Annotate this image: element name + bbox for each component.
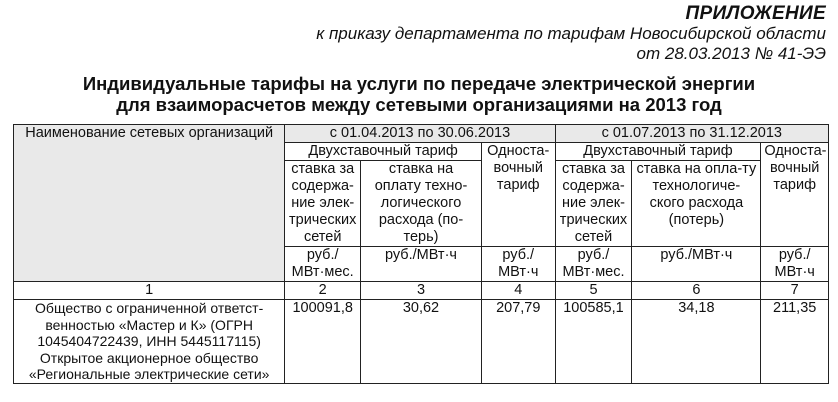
column-number: 1 bbox=[14, 282, 285, 300]
period-header-q2: с 01.04.2013 по 30.06.2013 bbox=[285, 125, 555, 143]
col-header-organizations: Наименование сетевых организаций bbox=[14, 125, 285, 282]
value-cell: 211,35 bbox=[761, 300, 829, 384]
value-cell: 30,62 bbox=[361, 300, 482, 384]
rate-maintenance-header: ставка за содержа-ние элек-трических сетей bbox=[555, 161, 632, 247]
header-row-periods bbox=[14, 125, 829, 143]
unit-cell: руб./МВт·ч bbox=[481, 247, 555, 282]
organization-name-part2: Открытое акционерное общество «Региональные электрические сети» bbox=[28, 349, 270, 382]
column-number: 5 bbox=[555, 282, 632, 300]
order-reference: к приказу департамента по тарифам Новосибирской области bbox=[316, 24, 826, 43]
appendix-label: ПРИЛОЖЕНИЕ bbox=[685, 3, 826, 24]
unit-cell: руб./МВт·ч bbox=[361, 247, 482, 282]
column-number: 2 bbox=[285, 282, 361, 300]
document-title-line2: для взаиморасчетов между сетевыми организациями на 2013 год bbox=[116, 94, 722, 115]
rate-losses-header: ставка на оплату техно-логического расхода (по-терь) bbox=[361, 161, 482, 247]
unit-cell: руб./МВт·ч bbox=[761, 247, 829, 282]
column-number-row bbox=[14, 282, 829, 300]
one-part-tariff-header: Односта-вочный тариф bbox=[761, 143, 829, 247]
order-date-number: от 28.03.2013 № 41-ЭЭ bbox=[636, 44, 826, 63]
column-number: 4 bbox=[481, 282, 555, 300]
column-number: 3 bbox=[361, 282, 482, 300]
two-part-tariff-header: Двухставочный тариф bbox=[555, 143, 761, 161]
value-cell: 34,18 bbox=[632, 300, 761, 384]
document-title-line1: Индивидуальные тарифы на услуги по передаче электрической энергии bbox=[82, 73, 756, 94]
rate-losses-header: ставка на опла-ту технологиче-ского расхода (потерь) bbox=[632, 161, 761, 247]
value-cell: 207,79 bbox=[481, 300, 555, 384]
unit-cell: руб./МВт·ч bbox=[632, 247, 761, 282]
period-header-h2: с 01.07.2013 по 31.12.2013 bbox=[555, 125, 828, 143]
two-part-tariff-header: Двухставочный тариф bbox=[285, 143, 482, 161]
rate-maintenance-header: ставка за содержа-ние элек-трических сетей bbox=[285, 161, 361, 247]
one-part-tariff-header: Односта-вочный тариф bbox=[481, 143, 555, 247]
column-number: 6 bbox=[632, 282, 761, 300]
tariff-table bbox=[13, 124, 829, 384]
organization-name-part1: Общество с ограниченной ответст-венностью «Мастер и К» (ОГРН 1045404722439, ИНН 5445117115) bbox=[35, 300, 264, 349]
unit-cell: руб./МВт·мес. bbox=[555, 247, 632, 282]
value-cell: 100091,8 bbox=[285, 300, 361, 384]
organization-name bbox=[14, 300, 285, 384]
column-number: 7 bbox=[761, 282, 829, 300]
value-cell: 100585,1 bbox=[555, 300, 632, 384]
table-row bbox=[14, 300, 829, 384]
unit-cell: руб./МВт·мес. bbox=[285, 247, 361, 282]
